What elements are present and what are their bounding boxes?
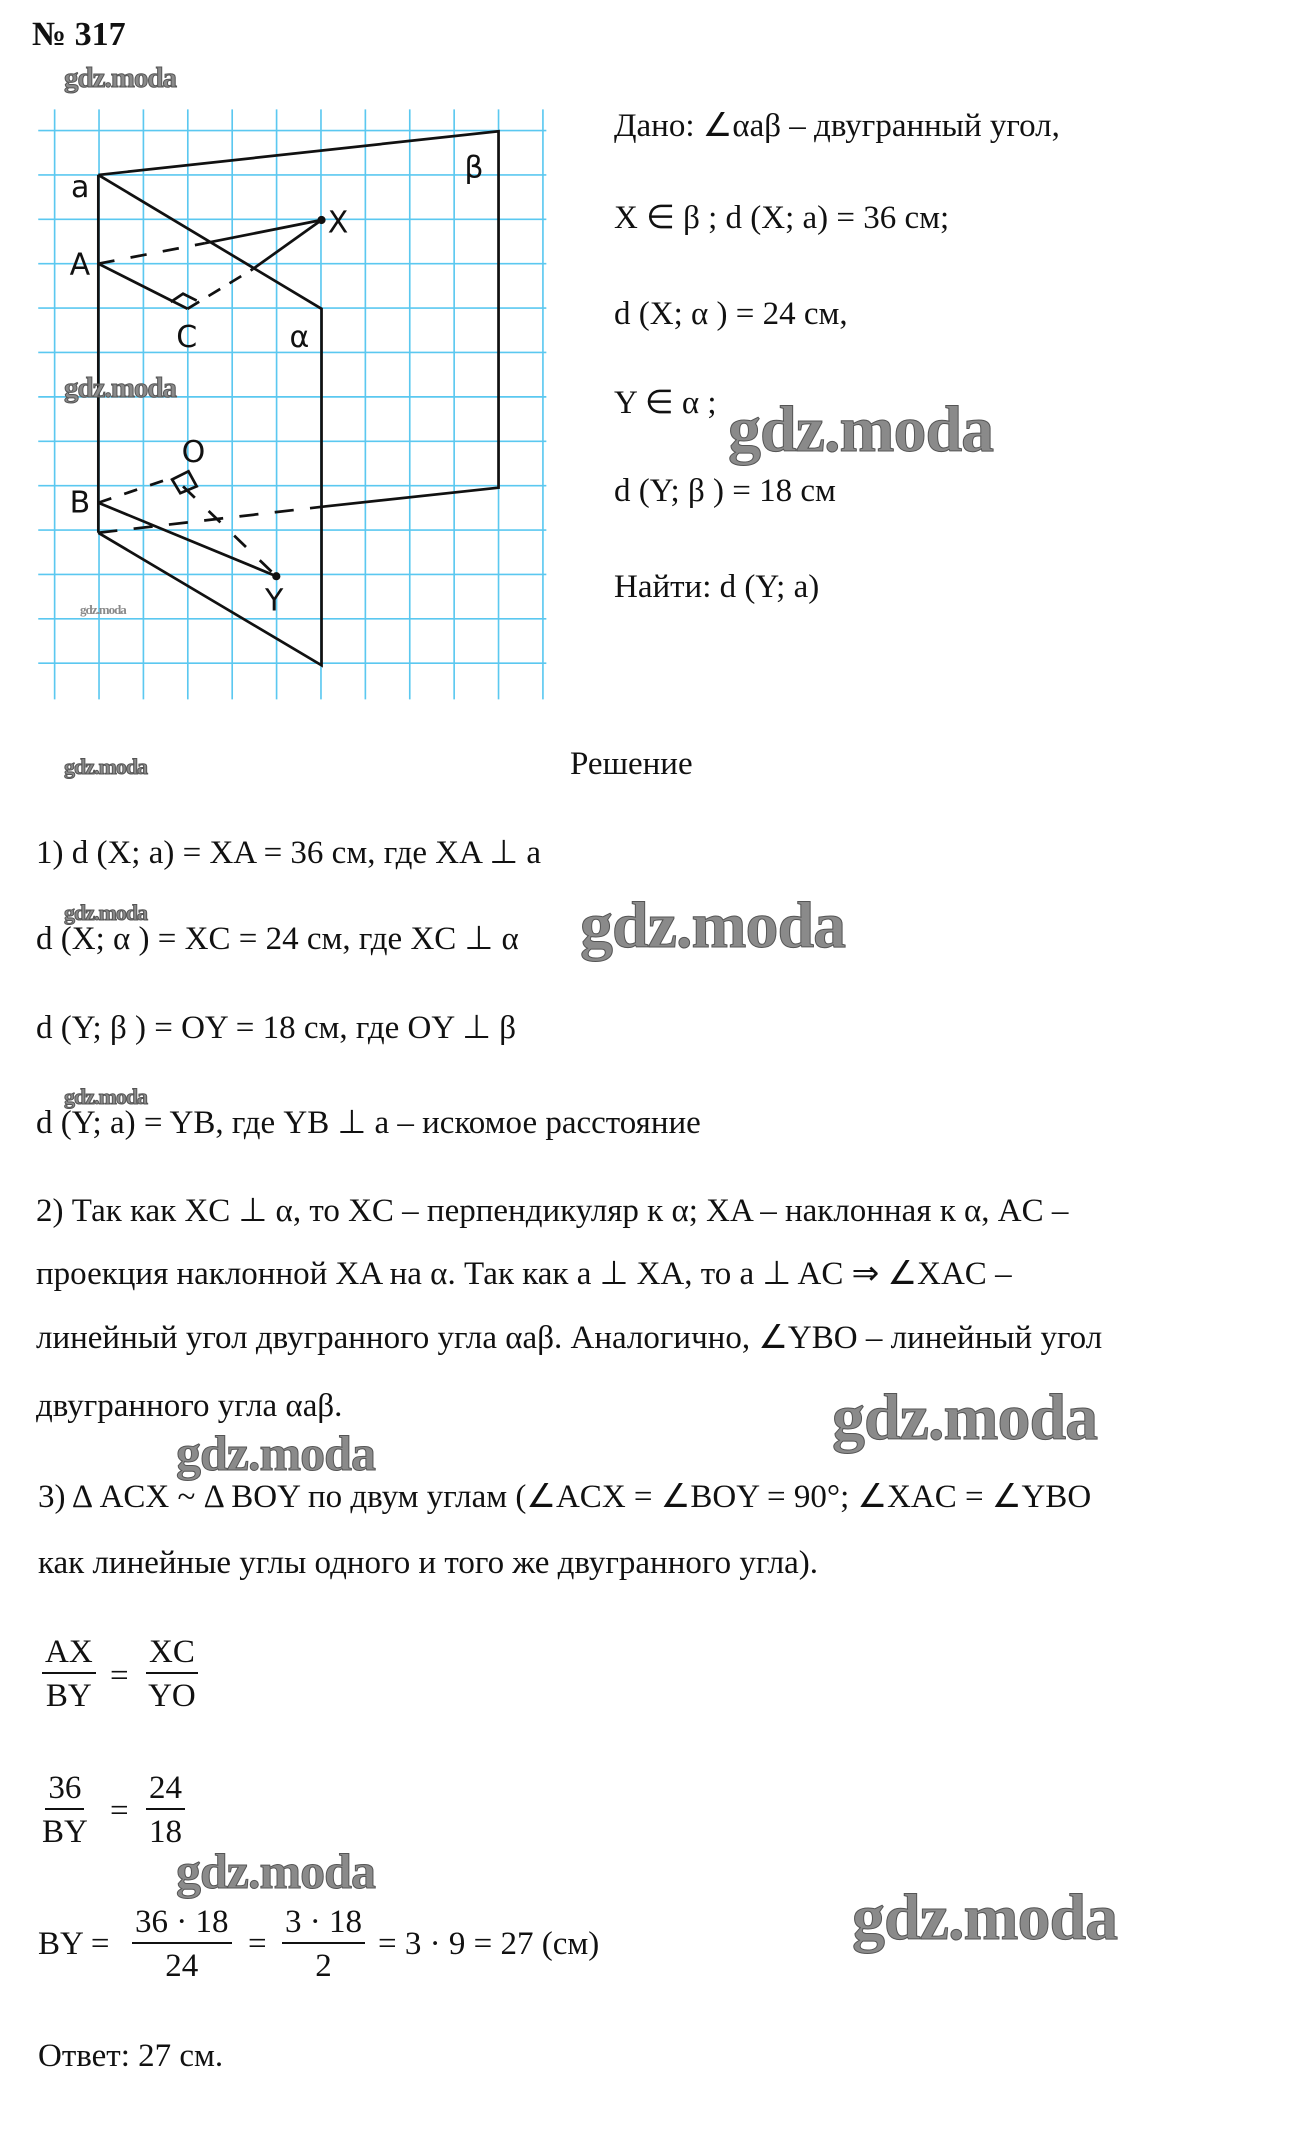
solution-line: 1) d (X; a) = XA = 36 см, где XA ⊥ a xyxy=(36,835,542,871)
label-C: C xyxy=(176,320,198,356)
answer: Ответ: 27 см. xyxy=(38,2038,224,2074)
denominator: BY xyxy=(45,1678,92,1715)
label-X: X xyxy=(327,205,349,241)
solution-title: Решение xyxy=(570,746,693,782)
segment-BO-hidden xyxy=(98,478,170,503)
watermark: gdz.moda xyxy=(64,754,148,779)
segment-OY-hidden xyxy=(183,486,276,576)
solution-line: d (X; α ) = XC = 24 см, где XC ⊥ α xyxy=(36,921,519,957)
denominator: YO xyxy=(148,1678,196,1715)
denominator: 18 xyxy=(149,1814,182,1851)
solution-line: как линейные углы одного и того же двугранного угла). xyxy=(38,1545,819,1581)
denominator: BY xyxy=(42,1814,88,1851)
watermark: gdz.moda xyxy=(64,900,148,925)
fraction-xc-yo xyxy=(146,1634,198,1715)
numerator: 3 · 18 xyxy=(282,1904,365,1944)
numerator: 24 xyxy=(146,1770,185,1810)
watermark: gdz.moda xyxy=(64,62,177,94)
problem-number: № 317 xyxy=(32,16,126,53)
label-beta: β xyxy=(464,150,484,186)
watermark: gdz.moda xyxy=(176,1425,375,1481)
fraction-ax-by xyxy=(42,1634,96,1715)
solution-line: двугранного угла αaβ. xyxy=(36,1388,343,1424)
numerator: XC xyxy=(146,1634,198,1674)
equals: = xyxy=(110,1793,129,1829)
label-alpha: α xyxy=(289,320,310,356)
result: = 3 · 9 = 27 (см) xyxy=(378,1926,600,1962)
watermark: gdz.moda xyxy=(728,393,994,466)
fraction-36x18-24 xyxy=(132,1904,232,1985)
given-line: d (Y; β ) = 18 см xyxy=(614,473,836,509)
solution-line: 3) Δ ACX ~ Δ BOY по двум углам (∠ACX = ∠BOY = 90°; ∠XAC = ∠YBO xyxy=(38,1479,1092,1515)
solution-line: линейный угол двугранного угла αaβ. Аналогично, ∠YBO – линейный угол xyxy=(36,1320,1103,1356)
numerator: 36 xyxy=(45,1770,84,1810)
right-angle-O xyxy=(172,471,197,493)
by-lhs: BY = xyxy=(38,1926,110,1962)
watermark: gdz.moda xyxy=(852,1881,1118,1954)
fraction-36-by xyxy=(42,1770,88,1851)
segment-CX-hidden xyxy=(188,269,253,309)
label-O: O xyxy=(181,434,206,470)
solution-line: проекция наклонной XA на α. Так как a ⊥ XA, то a ⊥ AC ⇒ ∠XAC – xyxy=(36,1256,1012,1292)
plane-alpha xyxy=(98,175,321,665)
watermark: gdz.moda xyxy=(832,1381,1098,1454)
watermark: gdz.moda xyxy=(64,1084,148,1109)
denominator: 24 xyxy=(165,1948,199,1985)
given-line: d (X; α ) = 24 см, xyxy=(614,296,848,332)
solution-line: d (Y; a) = YB, где YB ⊥ a – искомое расстояние xyxy=(36,1105,701,1141)
given-line: Дано: ∠αaβ – двугранный угол, xyxy=(614,108,1060,144)
given-line: Y ∈ α ; xyxy=(614,385,717,421)
numerator: 36 · 18 xyxy=(132,1904,232,1944)
numerator: AX xyxy=(42,1634,96,1674)
point-X xyxy=(317,216,325,224)
watermark: gdz.moda xyxy=(176,1843,375,1899)
solution-line: 2) Так как XC ⊥ α, то XC – перпендикуляр к α; XA – наклонная к α, AC – xyxy=(36,1193,1069,1229)
watermark: gdz.moda xyxy=(80,602,126,617)
label-a: a xyxy=(71,169,90,205)
find-line: Найти: d (Y; a) xyxy=(614,569,820,605)
equals: = xyxy=(110,1658,129,1694)
right-angle-C xyxy=(171,294,197,302)
label-A: A xyxy=(69,247,91,283)
fraction-3x18-2 xyxy=(282,1904,365,1985)
label-Y: Y xyxy=(264,583,284,619)
point-Y xyxy=(272,572,280,580)
equals: = xyxy=(248,1926,267,1962)
fraction-24-18 xyxy=(146,1770,185,1851)
segment-AX-hidden xyxy=(98,243,205,263)
denominator: 2 xyxy=(315,1948,332,1985)
watermark: gdz.moda xyxy=(64,372,177,404)
solution-line: d (Y; β ) = OY = 18 см, где OY ⊥ β xyxy=(36,1010,516,1046)
label-B: B xyxy=(69,485,91,521)
given-line: X ∈ β ; d (X; a) = 36 см; xyxy=(614,200,950,236)
watermark: gdz.moda xyxy=(580,889,846,962)
